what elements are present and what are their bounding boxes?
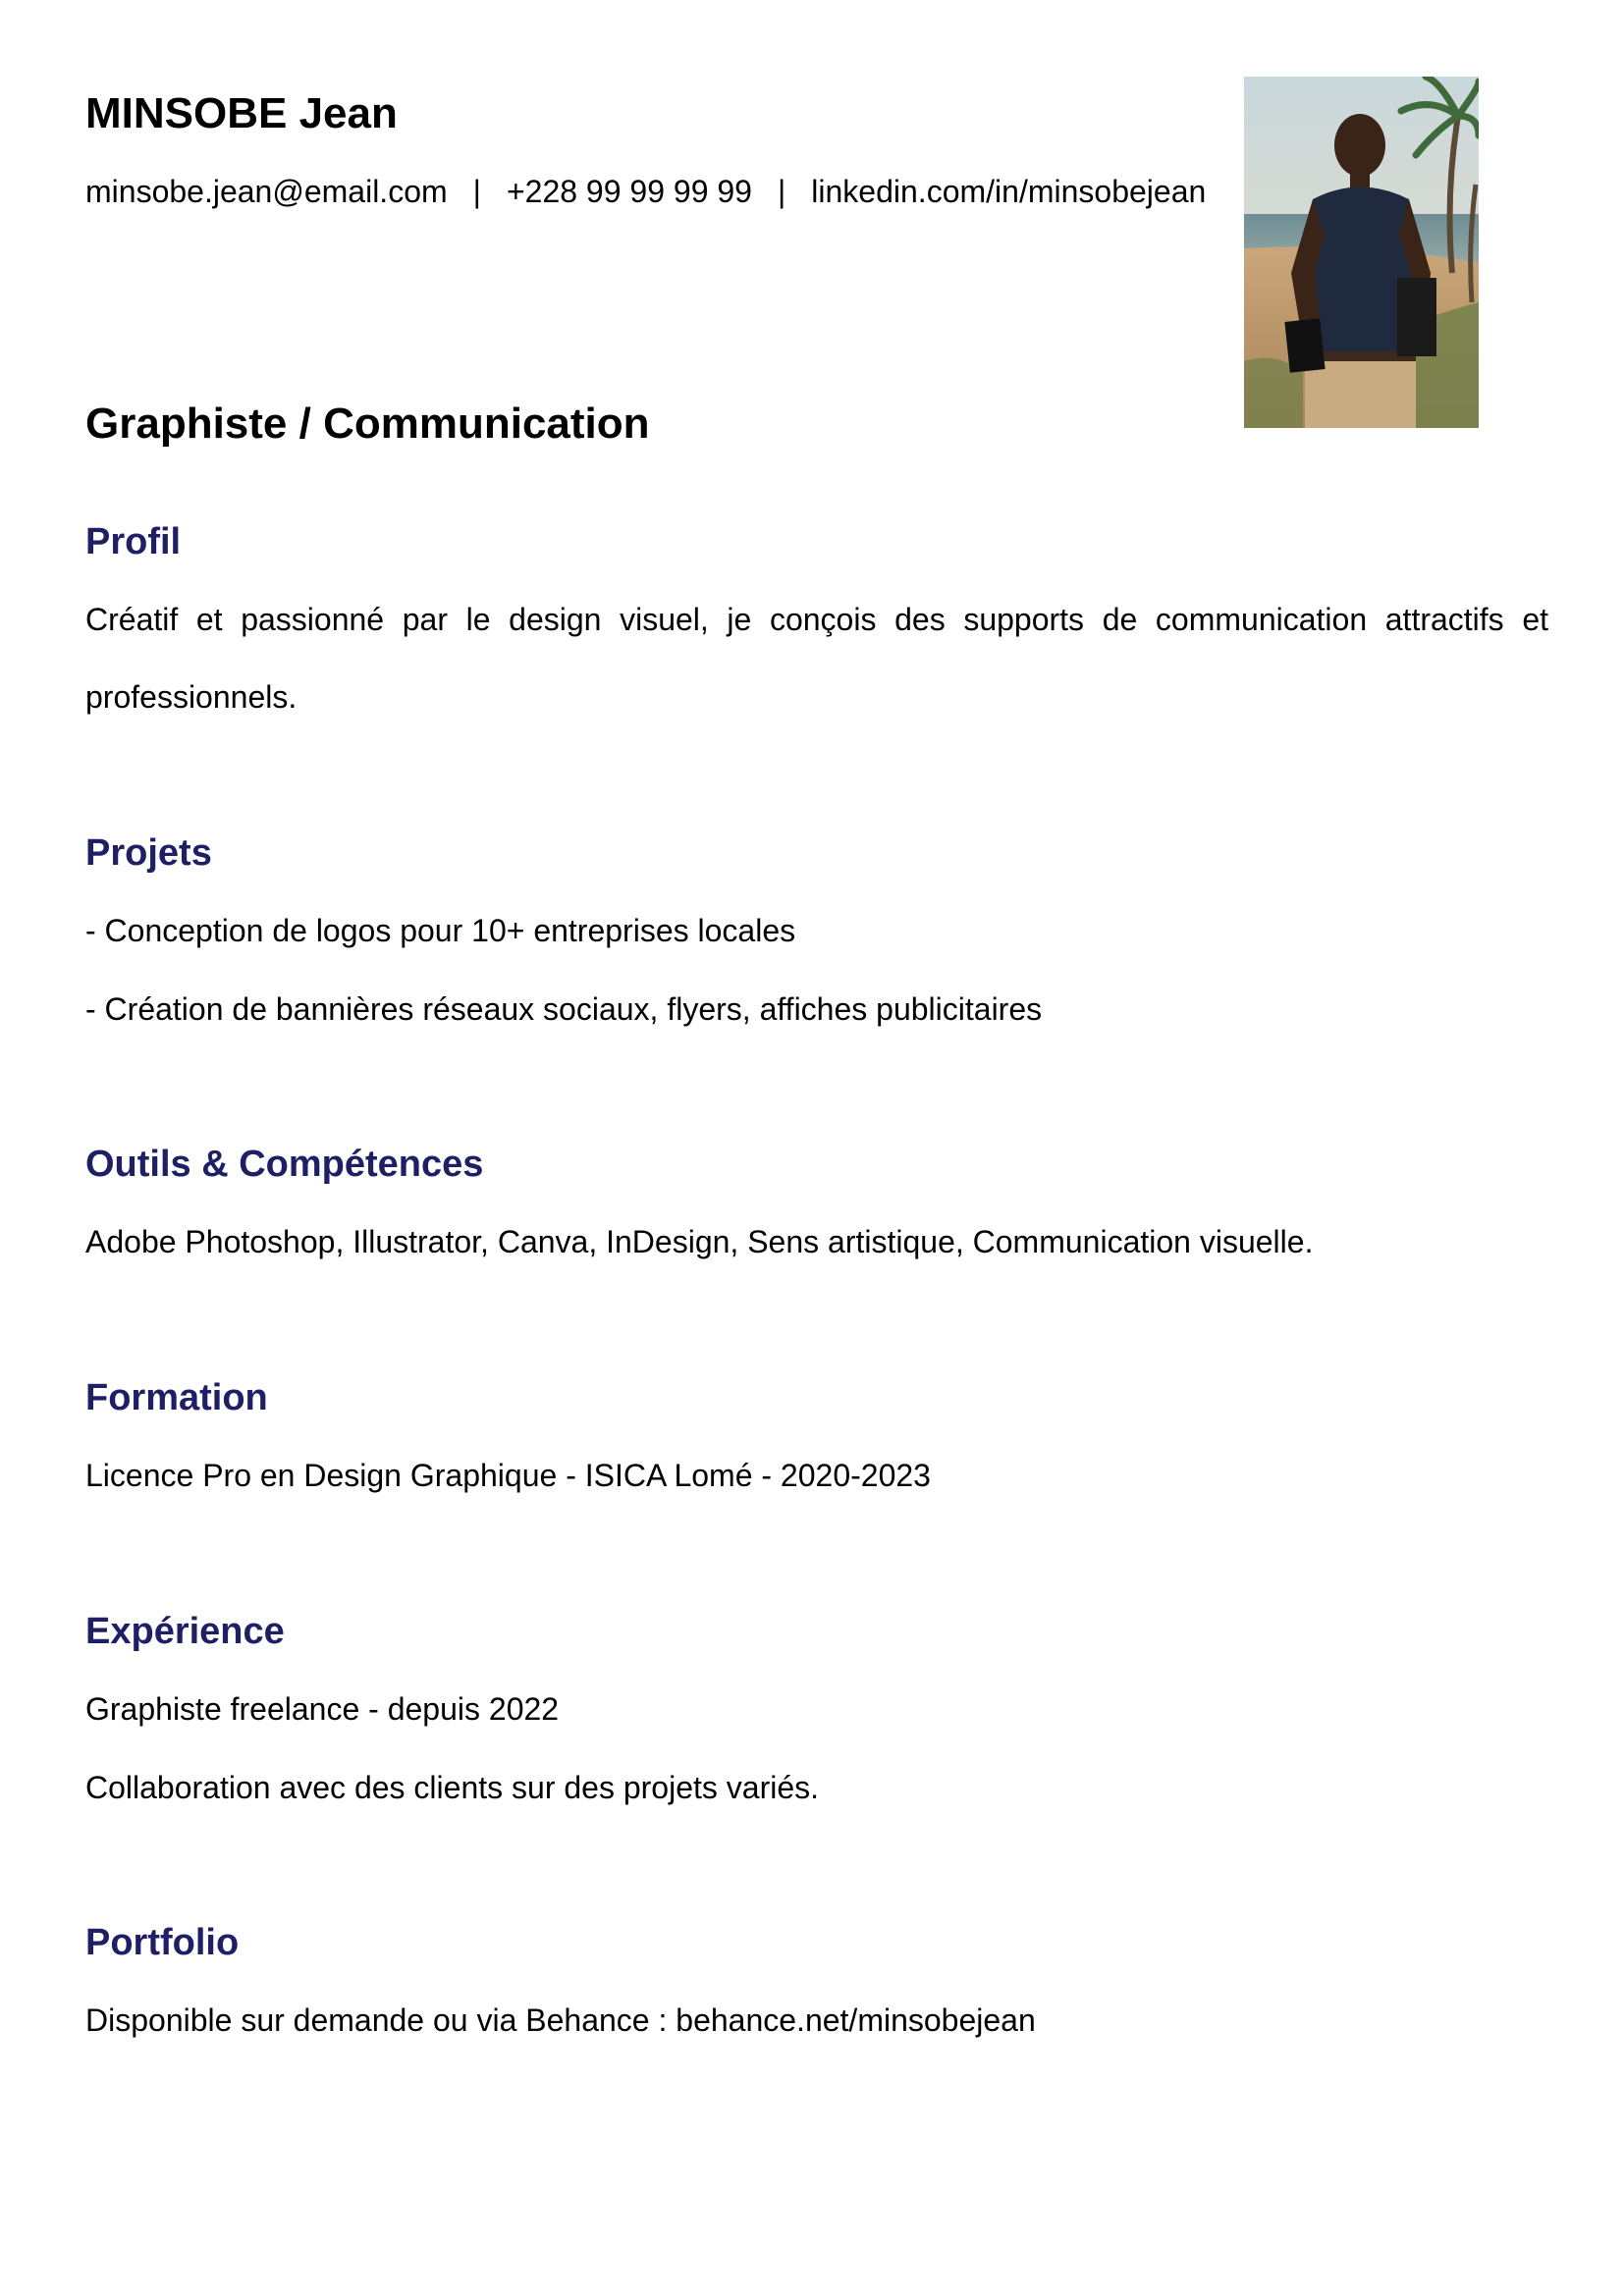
linkedin-text: linkedin.com/in/minsobejean	[811, 174, 1207, 209]
contact-line	[85, 171, 1244, 212]
contact-separator: |	[472, 174, 481, 209]
project-item: - Création de bannières réseaux sociaux, flyers, affiches publicitaires	[85, 991, 1043, 1027]
experience-role: Graphiste freelance - depuis 2022	[85, 1691, 560, 1727]
contact-separator: |	[777, 174, 786, 209]
section-heading-outils: Outils & Compétences	[85, 1144, 484, 1185]
profile-photo	[1244, 77, 1479, 428]
section-heading-projets: Projets	[85, 832, 212, 874]
skills-text: Adobe Photoshop, Illustrator, Canva, InDesign, Sens artistique, Communication visuelle.	[85, 1224, 1314, 1259]
section-heading-portfolio: Portfolio	[85, 1922, 240, 1963]
section-heading-experience: Expérience	[85, 1611, 285, 1652]
experience-description: Collaboration avec des clients sur des projets variés.	[85, 1770, 820, 1805]
section-heading-profil: Profil	[85, 521, 182, 562]
phone-text: +228 99 99 99 99	[506, 174, 752, 209]
profil-text: Créatif et passionné par le design visuel, je conçois des supports de communication attractifs et professionnels.	[85, 602, 1548, 715]
project-item: - Conception de logos pour 10+ entreprises locales	[85, 913, 796, 948]
email-text: minsobe.jean@email.com	[85, 174, 448, 209]
job-title: Graphiste / Communication	[85, 400, 650, 448]
formation-text: Licence Pro en Design Graphique - ISICA Lomé - 2020-2023	[85, 1458, 931, 1493]
section-heading-formation: Formation	[85, 1377, 268, 1418]
candidate-name: MINSOBE Jean	[85, 89, 398, 137]
portfolio-text: Disponible sur demande ou via Behance : behance.net/minsobejean	[85, 2002, 1036, 2038]
